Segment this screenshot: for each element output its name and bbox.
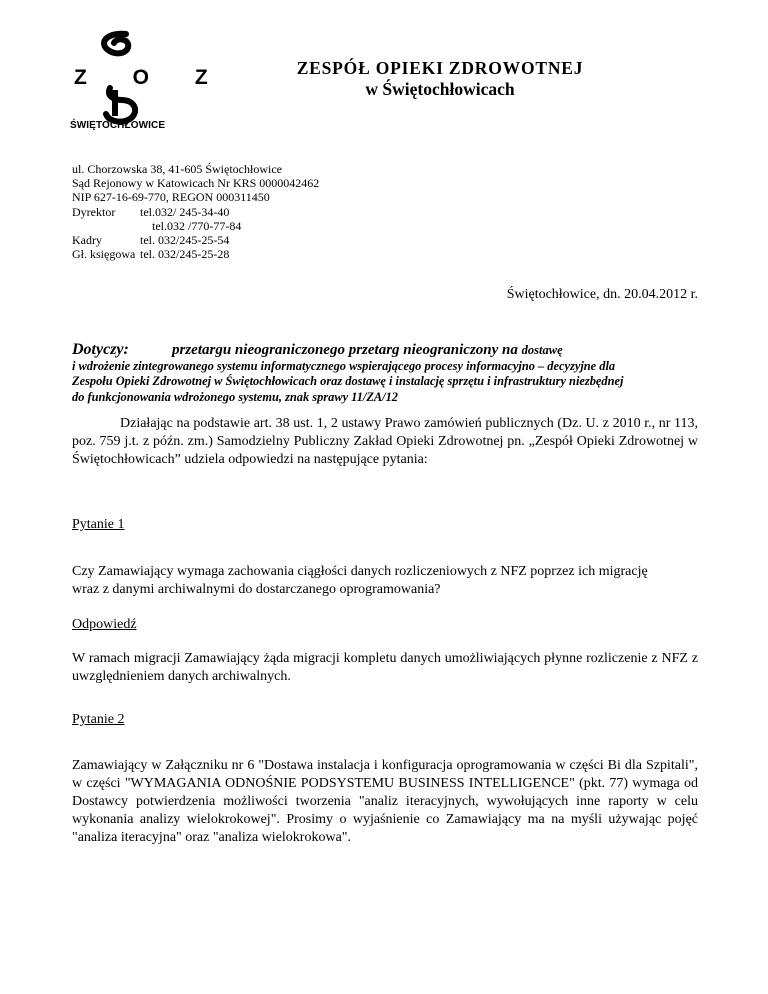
question-1-heading: Pytanie 1 bbox=[72, 517, 125, 532]
contact-label: Dyrektor bbox=[72, 204, 116, 219]
contact-row bbox=[72, 247, 319, 261]
question-2-text: Zamawiający w Załączniku nr 6 "Dostawa instalacja i konfiguracja oprogramowania w części Bi dla Szpitali", w części "WYMAGANIA ODNOŚNIE PODSYSTEMU BUSINESS INTELLIGENCE" (pkt. 77) wymaga od Dostawcy potwierdzenia możliwości tworzenia "analiz iteracyjnych, wywołujących inne raporty w celu wykonania analizy wielokrokowej". Prosimy o wyjaśnienie co Zamawiający ma na myśli używając pojęć "analiza iteracyjna" oraz "analiza wielokrokowa". bbox=[72, 758, 698, 845]
contact-row bbox=[72, 233, 319, 247]
zoz-logo bbox=[68, 30, 228, 134]
org-name-line2: w Świętochłowicach bbox=[365, 79, 515, 99]
document-date: Świętochłowice, dn. 20.04.2012 r. bbox=[506, 287, 698, 302]
question-2-heading: Pytanie 2 bbox=[72, 712, 125, 727]
subject-body: i wdrożenie zintegrowanego systemu informatycznego wspierającego procesy informacyjno – decyzyjne dla Zespołu Opieki Zdrowotnej w Świętochłowicach oraz dostawę i instalację sprzętu i infrastruktury niezbędnej do funkcjonowania wdrożonego systemu, znak sprawy 11/ZA/12 bbox=[72, 359, 624, 404]
address-court: Sąd Rejonowy w Katowicach Nr KRS 0000042462 bbox=[72, 176, 320, 191]
question-1-text: Czy Zamawiający wymaga zachowania ciągłości danych rozliczeniowych z NFZ poprzez ich migrację wraz z danymi archiwalnymi do dostarczanego oprogramowania? bbox=[72, 564, 648, 597]
contact-label: Gł. księgowa bbox=[72, 247, 136, 262]
contact-label: Kadry bbox=[72, 233, 102, 248]
logo-caption: ŚWIĘTOCHŁOWICE bbox=[70, 120, 166, 131]
subject-text-small: dostawę bbox=[521, 343, 563, 357]
contact-phone: tel.032/ 245-34-40 bbox=[140, 204, 230, 219]
answer-1-text: W ramach migracji Zamawiający żąda migracji kompletu danych umożliwiających płynne rozliczenie z NFZ z uwzględnieniem danych archiwalnych. bbox=[72, 651, 698, 684]
subject-line bbox=[72, 341, 563, 359]
answer-1-heading: Odpowiedź bbox=[72, 617, 137, 632]
organization-title bbox=[220, 58, 660, 100]
contact-phone: tel.032 /770-77-84 bbox=[152, 218, 242, 233]
contact-phone: tel. 032/245-25-54 bbox=[140, 233, 230, 248]
address-block bbox=[72, 162, 319, 261]
logo-letters: Z O Z bbox=[74, 66, 228, 89]
subject-label: Dotyczy: bbox=[72, 341, 129, 358]
subject-text: przetargu nieograniczonego przetarg nieograniczony na bbox=[172, 342, 522, 358]
contact-row bbox=[72, 205, 319, 219]
contact-row bbox=[72, 219, 319, 233]
intro-paragraph: Działając na podstawie art. 38 ust. 1, 2 ustawy Prawo zamówień publicznych (Dz. U. z 2010 r., nr 113, poz. 759 j.t. z późn. zm.) Samodzielny Publiczny Zakład Opieki Zdrowotnej pn. „Zespół Opieki Zdrowotnej w Świętochłowicach” udziela odpowiedzi na następujące pytania: bbox=[72, 416, 698, 467]
contact-phone: tel. 032/245-25-28 bbox=[140, 247, 230, 262]
org-name-line1: ZESPÓŁ OPIEKI ZDROWOTNEJ bbox=[296, 58, 584, 78]
address-street: ul. Chorzowska 38, 41-605 Świętochłowice bbox=[72, 162, 282, 176]
address-ids: NIP 627-16-69-770, REGON 000311450 bbox=[72, 190, 270, 205]
